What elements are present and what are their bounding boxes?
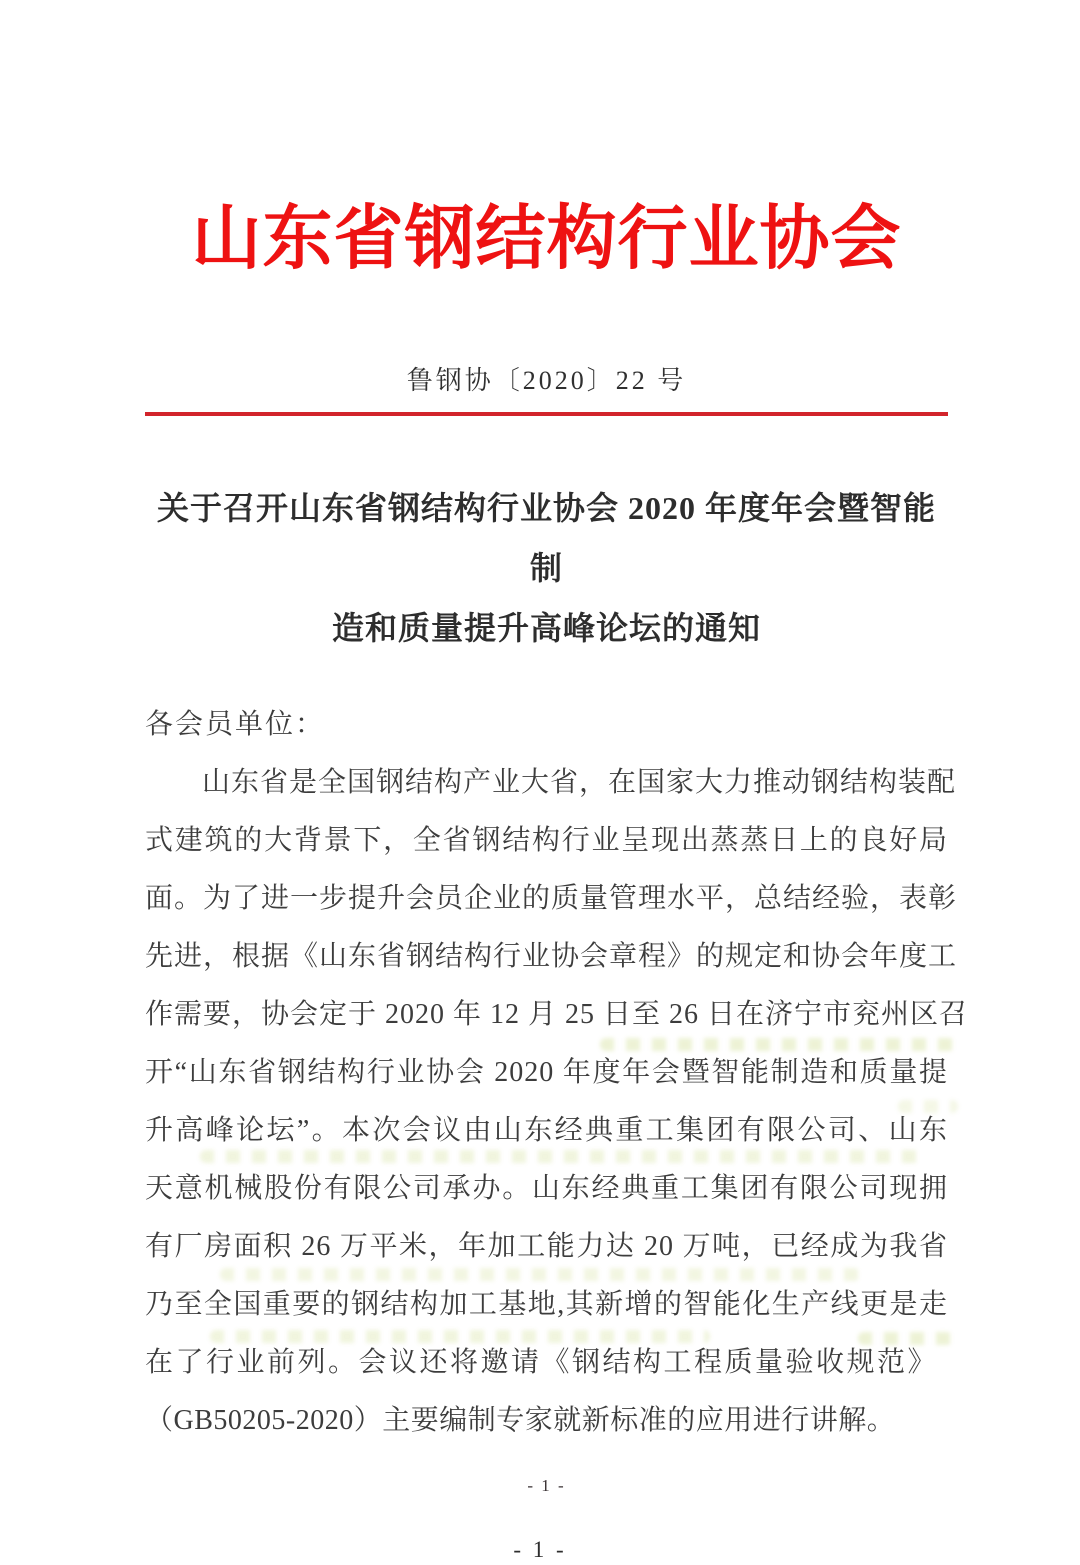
body-line: （GB50205-2020）主要编制专家就新标准的应用进行讲解。 — [145, 1405, 896, 1436]
red-divider-rule — [145, 412, 948, 416]
body-line: 升高峰论坛”。本次会议由山东经典重工集团有限公司、山东 — [145, 1115, 948, 1146]
notice-body — [145, 754, 969, 1450]
notice-title — [145, 478, 948, 658]
body-line: 乃至全国重要的钢结构加工基地,其新增的智能化生产线更是走 — [145, 1289, 948, 1320]
body-line: 面。为了进一步提升会员企业的质量管理水平，总结经验，表彰 — [145, 883, 958, 914]
notice-title-line-1: 关于召开山东省钢结构行业协会 2020 年度年会暨智能制 — [156, 490, 936, 586]
page-number-outer: - 1 - — [513, 1537, 567, 1562]
body-line: 有厂房面积 26 万平米，年加工能力达 20 万吨，已经成为我省 — [145, 1231, 948, 1262]
body-line: 天意机械股份有限公司承办。山东经典重工集团有限公司现拥 — [145, 1173, 948, 1204]
body-line: 作需要，协会定于 2020 年 12 月 25 日至 26 日在济宁市兖州区召 — [145, 999, 969, 1030]
document-number: 鲁钢协〔2020〕22 号 — [406, 366, 687, 395]
body-line: 开“山东省钢结构行业协会 2020 年度年会暨智能制造和质量提 — [145, 1057, 948, 1088]
body-line: 在了行业前列。会议还将邀请《钢结构工程质量验收规范》 — [145, 1347, 939, 1378]
salutation: 各会员单位： — [145, 709, 326, 740]
notice-title-line-2: 造和质量提升高峰论坛的通知 — [331, 610, 761, 646]
body-line: 先进，根据《山东省钢结构行业协会章程》的规定和协会年度工 — [145, 941, 958, 972]
page-number-inner: - 1 - — [527, 1476, 566, 1495]
letterhead-org-title: 山东省钢结构行业协会 — [191, 201, 902, 278]
body-line: 山东省是全国钢结构产业大省，在国家大力推动钢结构装配 — [202, 767, 957, 798]
body-line: 式建筑的大背景下，全省钢结构行业呈现出蒸蒸日上的良好局 — [145, 825, 948, 856]
